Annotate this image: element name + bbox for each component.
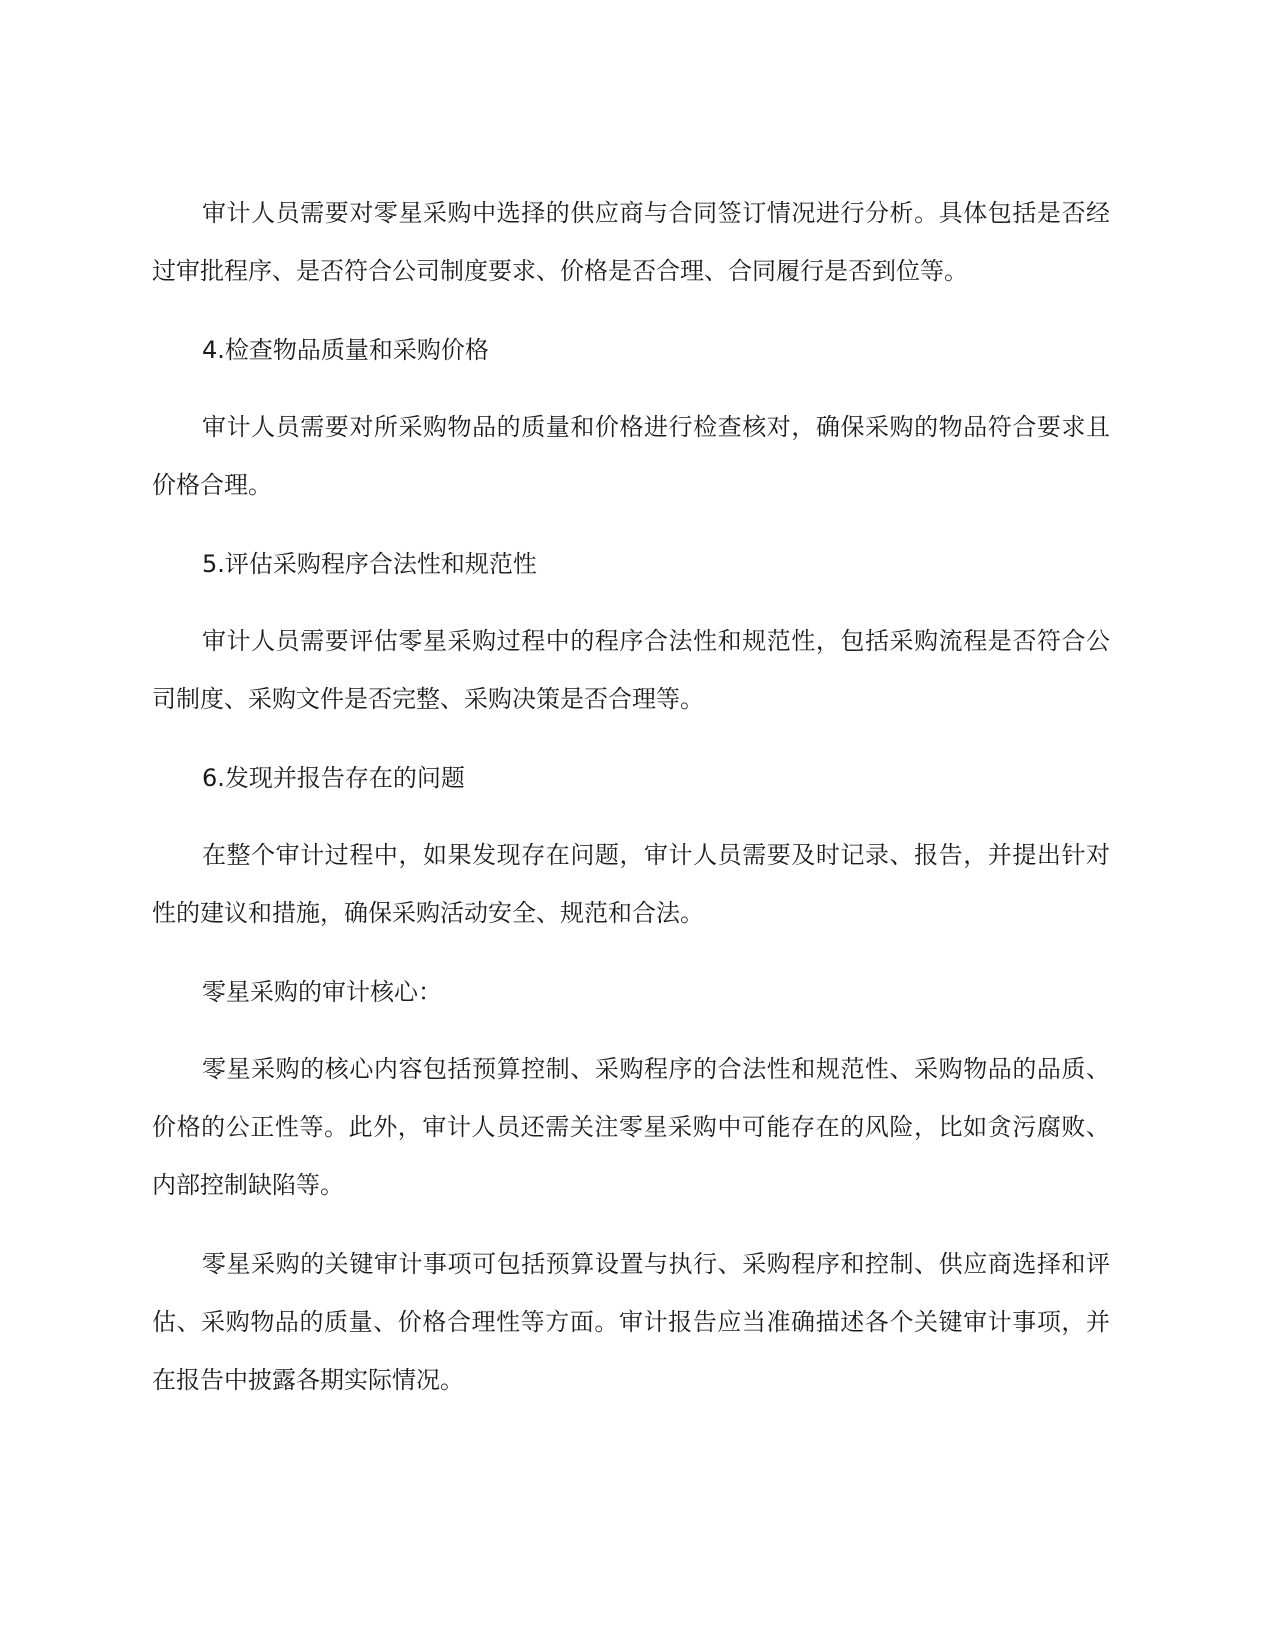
paragraph-audit-core-content: 零星采购的核心内容包括预算控制、采购程序的合法性和规范性、采购物品的品质、价格的公正性等。此外，审计人员还需关注零星采购中可能存在的风险，比如贪污腐败、内部控制缺陷等。 [152, 1055, 1110, 1199]
paragraph-problem-reporting: 在整个审计过程中，如果发现存在问题，审计人员需要及时记录、报告，并提出针对性的建议和措施，确保采购活动安全、规范和合法。 [152, 841, 1110, 927]
heading-check-quality-price: 4.检查物品质量和采购价格 [202, 336, 489, 364]
heading-evaluate-procedure: 5.评估采购程序合法性和规范性 [202, 550, 537, 578]
paragraph-supplier-contract-analysis: 审计人员需要对零星采购中选择的供应商与合同签订情况进行分析。具体包括是否经过审批程序、是否符合公司制度要求、价格是否合理、合同履行是否到位等。 [152, 199, 1110, 285]
heading-report-problems: 6.发现并报告存在的问题 [202, 764, 465, 792]
paragraph-quality-price-check: 审计人员需要对所采购物品的质量和价格进行检查核对，确保采购的物品符合要求且价格合理。 [152, 413, 1110, 499]
document-body [152, 184, 1110, 1430]
heading-audit-core: 零星采购的审计核心： [202, 978, 442, 1006]
paragraph-key-audit-matters: 零星采购的关键审计事项可包括预算设置与执行、采购程序和控制、供应商选择和评估、采购物品的质量、价格合理性等方面。审计报告应当准确描述各个关键审计事项，并在报告中披露各期实际情况。 [152, 1250, 1110, 1394]
paragraph-procedure-evaluation: 审计人员需要评估零星采购过程中的程序合法性和规范性，包括采购流程是否符合公司制度、采购文件是否完整、采购决策是否合理等。 [152, 627, 1110, 713]
